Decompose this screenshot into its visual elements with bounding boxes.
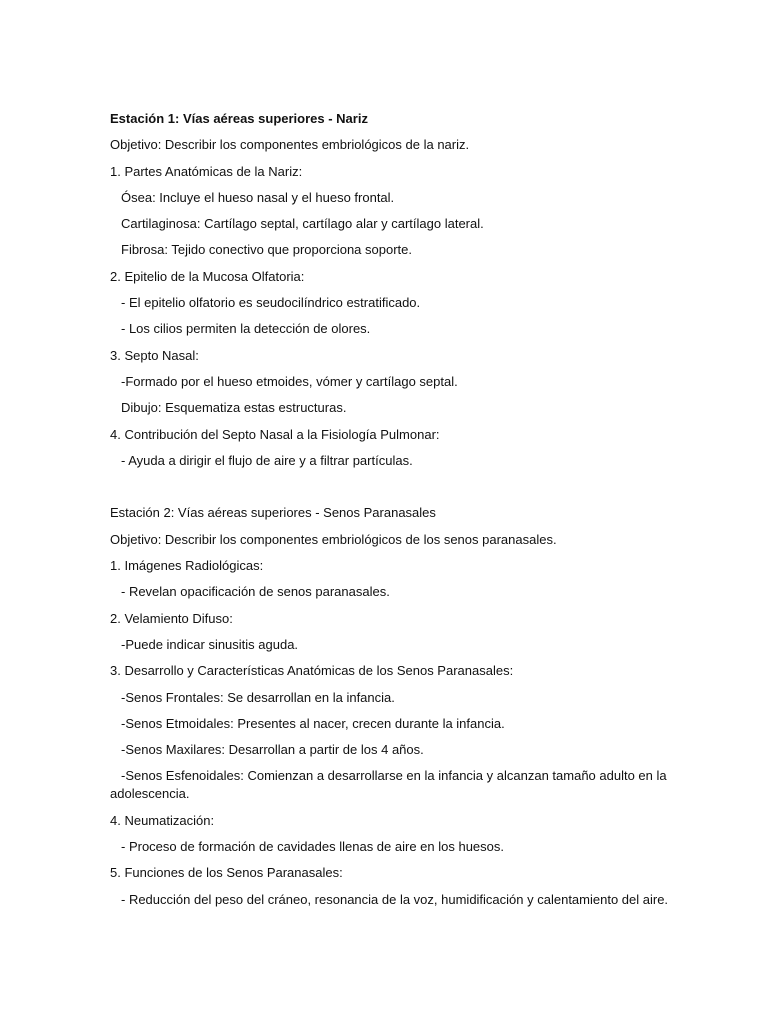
objective-text: Objetivo: Describir los componentes embriológicos de la nariz.	[110, 137, 470, 153]
item-detail: -Senos Esfenoidales: Comienzan a desarrollarse en la infancia y alcanzan tamaño adulto en la adolescencia.	[110, 768, 671, 802]
item-detail: -Senos Frontales: Se desarrollan en la infancia.	[121, 689, 395, 705]
item-detail: - Proceso de formación de cavidades llenas de aire en los huesos.	[121, 839, 504, 855]
item-heading: 3. Septo Nasal:	[110, 347, 199, 363]
item-detail: -Senos Maxilares: Desarrollan a partir de los 4 años.	[121, 742, 424, 758]
item-detail: - Los cilios permiten la detección de olores.	[121, 321, 371, 337]
section-title: Estación 1: Vías aéreas superiores - Nariz	[110, 111, 368, 126]
item-detail: - Revelan opacificación de senos paranasales.	[121, 584, 390, 600]
item-detail: Fibrosa: Tejido conectivo que proporciona soporte.	[121, 242, 412, 258]
item-detail: - Ayuda a dirigir el flujo de aire y a filtrar partículas.	[121, 452, 413, 468]
item-heading: 2. Velamiento Difuso:	[110, 610, 233, 626]
item-detail: Cartilaginosa: Cartílago septal, cartílago alar y cartílago lateral.	[121, 216, 484, 232]
objective-text: Objetivo: Describir los componentes embriológicos de los senos paranasales.	[110, 531, 557, 547]
item-detail: - Reducción del peso del cráneo, resonancia de la voz, humidificación y calentamiento del aire.	[121, 891, 669, 907]
item-heading: 2. Epitelio de la Mucosa Olfatoria:	[110, 268, 305, 284]
item-heading: 1. Partes Anatómicas de la Nariz:	[110, 163, 303, 179]
section-title: Estación 2: Vías aéreas superiores - Senos Paranasales	[110, 505, 436, 521]
section-estacion-1	[110, 110, 670, 470]
item-heading: 3. Desarrollo y Características Anatómicas de los Senos Paranasales:	[110, 663, 514, 679]
section-estacion-2	[110, 504, 670, 908]
item-detail: - El epitelio olfatorio es seudocilíndrico estratificado.	[121, 295, 421, 311]
item-heading: 1. Imágenes Radiológicas:	[110, 558, 264, 574]
section-spacer	[110, 478, 670, 504]
item-detail: Ósea: Incluye el hueso nasal y el hueso frontal.	[121, 189, 395, 205]
document-page	[110, 110, 670, 917]
item-heading: 4. Neumatización:	[110, 812, 215, 828]
item-heading: 4. Contribución del Septo Nasal a la Fisiología Pulmonar:	[110, 426, 440, 442]
item-detail: -Senos Etmoidales: Presentes al nacer, crecen durante la infancia.	[121, 715, 505, 731]
item-heading: 5. Funciones de los Senos Paranasales:	[110, 865, 343, 881]
item-detail: Dibujo: Esquematiza estas estructuras.	[121, 400, 347, 416]
item-detail: -Puede indicar sinusitis aguda.	[121, 636, 299, 652]
item-detail: -Formado por el hueso etmoides, vómer y cartílago septal.	[121, 373, 458, 389]
